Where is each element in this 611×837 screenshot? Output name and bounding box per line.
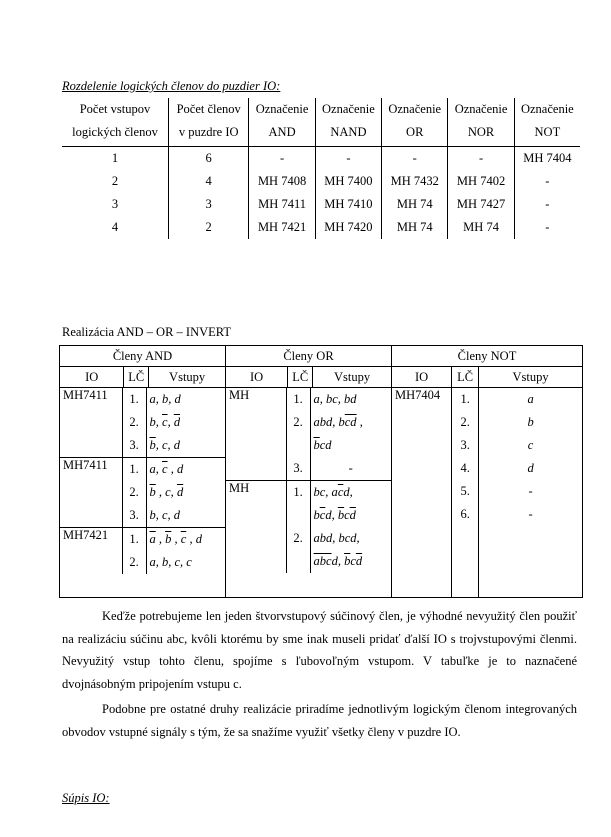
table-cell: 2 bbox=[168, 216, 248, 239]
table-cell: MH 7421 bbox=[249, 216, 315, 239]
paragraph bbox=[62, 605, 577, 695]
sub-io: IO bbox=[60, 367, 124, 388]
col-header: AND bbox=[249, 121, 315, 147]
not-lc: 1. 2. 3. 4. 5. 6. bbox=[452, 388, 479, 598]
and-io: MH7421 bbox=[60, 528, 122, 575]
table-cell: 4 bbox=[111, 220, 119, 234]
table-cell: MH 7432 bbox=[382, 170, 448, 193]
table-cell: MH 74 bbox=[448, 216, 514, 239]
table-cell: MH 74 bbox=[382, 216, 448, 239]
table-row bbox=[62, 216, 580, 239]
and-inputs: $\overline{a}$ , $\overline{b}$ , $\overline{c}$ , d a, b, c, c bbox=[146, 528, 225, 575]
table-cell: 3 bbox=[168, 193, 248, 216]
table2-caption: Realizácia AND – OR – INVERT bbox=[62, 325, 232, 339]
table-cell: MH 7402 bbox=[448, 170, 514, 193]
table-cell: - bbox=[249, 147, 315, 171]
and-lc: 1. 2. 3. bbox=[122, 458, 146, 528]
and-lc: 1. 2. bbox=[122, 528, 146, 575]
table-cell: MH 7420 bbox=[315, 216, 381, 239]
or-inputs: a, bc, bd abd, $b\overline{cd}$ , $\overline{b}cd$ - bbox=[313, 392, 363, 475]
and-block bbox=[60, 388, 226, 598]
paragraph-text: Podobne pre ostatné druhy realizácie priradíme jednotlivým logickým členom integrovaných obvodov vstupné signály s tým, že sa snažíme využiť všetky členy v puzdre IO. bbox=[62, 702, 577, 739]
paragraph-text: Keďže potrebujeme len jeden štvorvstupový súčinový člen, je výhodné nevyužitý člen použiť na realizáciu súčinu abc, kvôli ktorému by sme inak museli pridať ďalší IO s trojvstupovými členmi. Nevyužitý vstup tohto členu, spojíme s ľubovoľným vstupom. V tabuľke je to naznačené dvojnásobným pripojením vstupu c. bbox=[62, 609, 577, 691]
sub-lc: LČ bbox=[452, 367, 479, 388]
or-inputs: bc, $a\overline{c}d$, $b\overline{c}d$, $\overline{b}c\overline{d}$ abd, bcd, $\overline{ab}\overline{c}d$, $\overline{b}c\overline{d}$ bbox=[310, 481, 391, 574]
table-row bbox=[62, 193, 580, 216]
and-io: MH7411 bbox=[60, 388, 122, 458]
group-not: Členy NOT bbox=[392, 346, 583, 367]
section-heading: Súpis IO: bbox=[62, 791, 110, 805]
table1-caption: Rozdelenie logických členov do puzdier IO: bbox=[62, 79, 281, 93]
or-table bbox=[226, 388, 391, 573]
col-header: NAND bbox=[315, 121, 381, 147]
table-row bbox=[62, 147, 580, 171]
not-inputs: a b c d - - bbox=[479, 388, 583, 598]
col-header: Počet členov bbox=[168, 98, 248, 121]
table-cell: MH 7410 bbox=[315, 193, 381, 216]
aoi-realization-table bbox=[59, 345, 583, 598]
or-io: MH bbox=[226, 388, 286, 481]
sub-lc: LČ bbox=[124, 367, 149, 388]
col-header: NOR bbox=[448, 121, 514, 147]
table-cell: - bbox=[514, 193, 580, 216]
or-lc: 1. 2. 3. bbox=[286, 388, 310, 481]
col-header: Označenie bbox=[448, 98, 514, 121]
table-cell: - bbox=[315, 147, 381, 171]
table1-body bbox=[62, 147, 580, 240]
col-header: OR bbox=[382, 121, 448, 147]
or-lc: 1. 2. bbox=[286, 481, 310, 574]
table-cell: - bbox=[448, 147, 514, 171]
col-header: NOT bbox=[514, 121, 580, 147]
and-io: MH7411 bbox=[60, 458, 122, 528]
table-cell: 3 bbox=[111, 197, 119, 211]
sub-vstupy: Vstupy bbox=[313, 367, 392, 388]
or-block bbox=[226, 388, 392, 598]
col-header: Označenie bbox=[315, 98, 381, 121]
table-cell: MH 7400 bbox=[315, 170, 381, 193]
and-lc: 1. 2. 3. bbox=[122, 388, 146, 458]
sub-lc: LČ bbox=[288, 367, 313, 388]
table-cell: - bbox=[382, 147, 448, 171]
col-header: Označenie bbox=[382, 98, 448, 121]
sub-vstupy: Vstupy bbox=[149, 367, 226, 388]
group-and: Členy AND bbox=[60, 346, 226, 367]
table-cell: MH 7404 bbox=[514, 147, 580, 171]
not-io: MH7404 bbox=[392, 388, 452, 598]
col-header: Označenie bbox=[514, 98, 580, 121]
table-cell: MH 74 bbox=[382, 193, 448, 216]
table-cell: 2 bbox=[111, 174, 119, 188]
col-header: Označenie bbox=[249, 98, 315, 121]
table-row bbox=[62, 170, 580, 193]
table-cell: MH 7411 bbox=[249, 193, 315, 216]
or-io: MH bbox=[226, 481, 286, 574]
sub-io: IO bbox=[226, 367, 288, 388]
table-cell: MH 7408 bbox=[249, 170, 315, 193]
sub-vstupy: Vstupy bbox=[479, 367, 583, 388]
table-cell: 6 bbox=[168, 147, 248, 171]
and-table bbox=[60, 388, 225, 574]
col-header: v puzdre IO bbox=[168, 121, 248, 147]
col-header: Počet vstupov bbox=[79, 102, 151, 116]
sub-io: IO bbox=[392, 367, 452, 388]
group-or: Členy OR bbox=[226, 346, 392, 367]
table-cell: 1 bbox=[111, 151, 119, 165]
table-cell: - bbox=[514, 170, 580, 193]
table-cell: - bbox=[514, 216, 580, 239]
table-cell: MH 7427 bbox=[448, 193, 514, 216]
col-header: logických členov bbox=[62, 121, 168, 147]
paragraph bbox=[62, 698, 577, 743]
and-inputs: a, $\overline{c}$ , d $\overline{b}$ , c, $\overline{d}$ b, c, d bbox=[146, 458, 225, 528]
ic-allocation-table bbox=[62, 98, 580, 239]
and-inputs: a, b, d b, $\overline{c}$, $\overline{d}$ $\overline{b}$, c, d bbox=[149, 392, 181, 452]
table-cell: 4 bbox=[168, 170, 248, 193]
